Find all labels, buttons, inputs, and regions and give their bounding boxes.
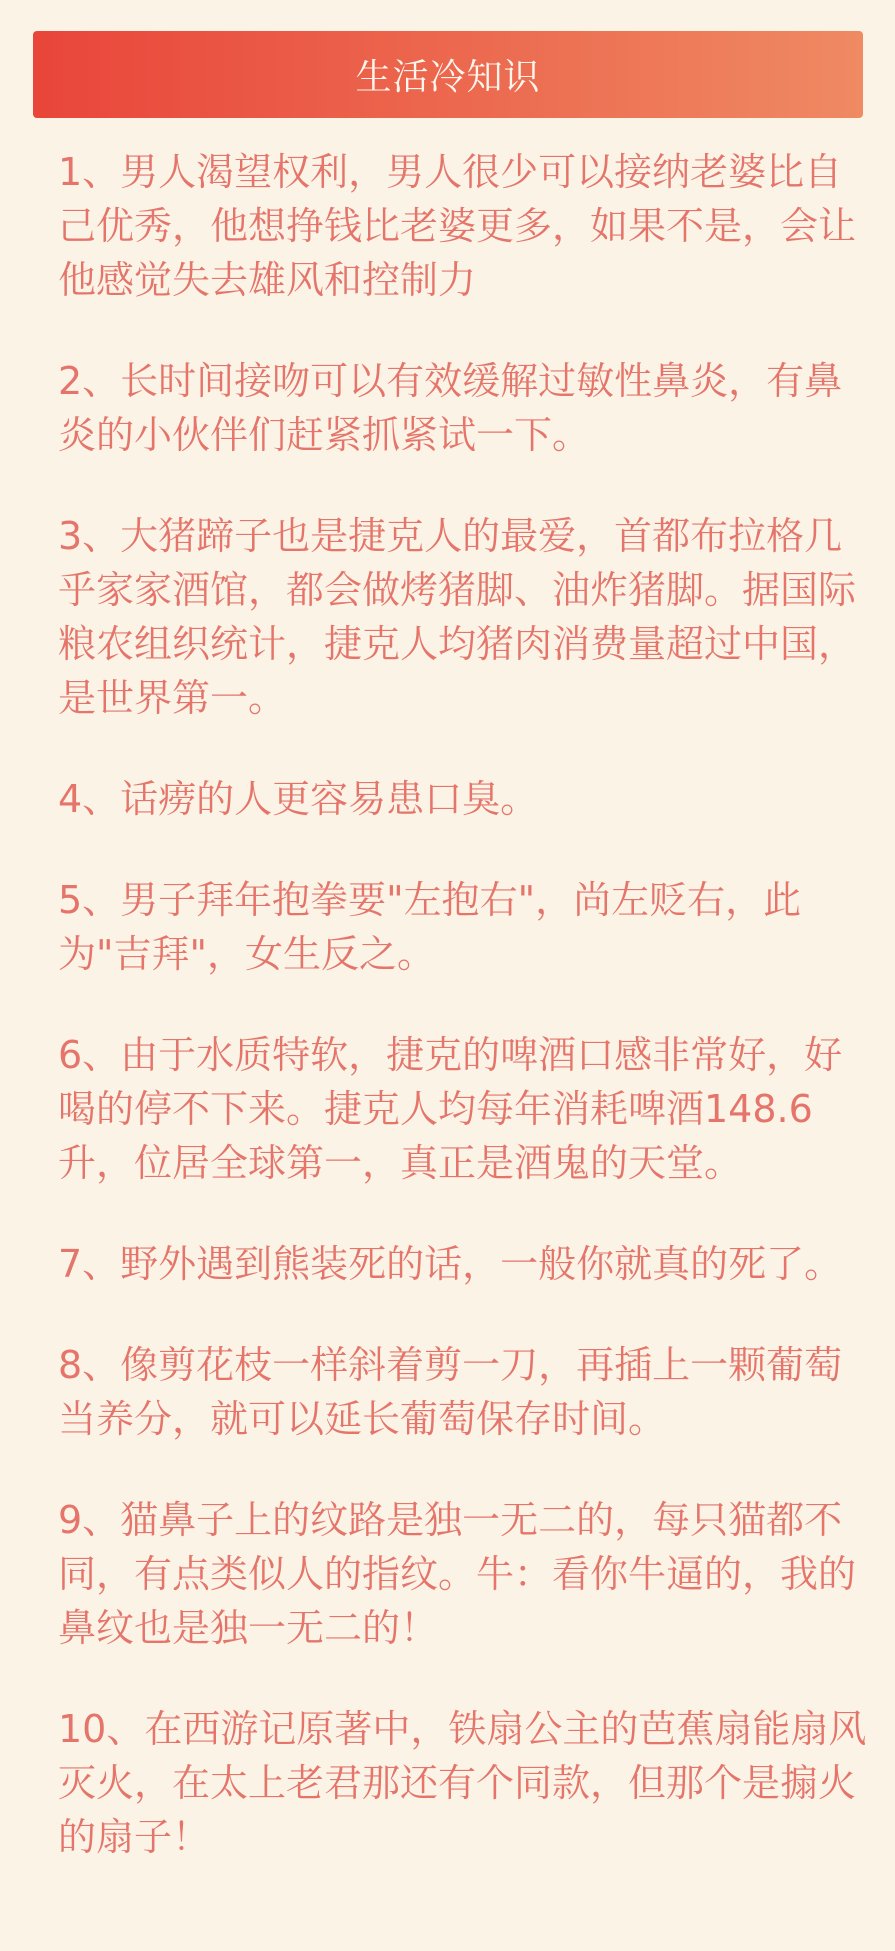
fact-item-7: 7、野外遇到熊装死的话，一般你就真的死了。 [58,1242,843,1286]
article [0,31,895,1864]
fact-item-1: 1、男人渴望权利，男人很少可以接纳老婆比自己优秀，他想挣钱比老婆更多，如果不是，会让他感觉失去雄风和控制力 [58,150,857,302]
fact-item-4: 4、话痨的人更容易患口臭。 [58,777,539,821]
title-banner [33,31,863,118]
fact-item-5: 5、男子拜年抱拳要"左抱右"，尚左贬右，此为"吉拜"，女生反之。 [58,878,802,976]
page-title: 生活冷知识 [355,57,541,98]
fact-item-10: 10、在西游记原著中，铁扇公主的芭蕉扇能扇风灭火，在太上老君那还有个同款，但那个是搧火的扇子！ [58,1707,867,1859]
fact-item-6: 6、由于水质特软，捷克的啤酒口感非常好，好喝的停不下来。捷克人均每年消耗啤酒148.6升，位居全球第一，真正是酒鬼的天堂。 [58,1033,843,1185]
fact-list [0,118,895,1864]
fact-item-8: 8、像剪花枝一样斜着剪一刀，再插上一颗葡萄当养分，就可以延长葡萄保存时间。 [58,1343,843,1441]
fact-item-9: 9、猫鼻子上的纹路是独一无二的，每只猫都不同，有点类似人的指纹。牛：看你牛逼的，我的鼻纹也是独一无二的！ [58,1498,857,1650]
fact-item-2: 2、长时间接吻可以有效缓解过敏性鼻炎，有鼻炎的小伙伴们赶紧抓紧试一下。 [58,359,843,457]
fact-item-3: 3、大猪蹄子也是捷克人的最爱，首都布拉格几乎家家酒馆，都会做烤猪脚、油炸猪脚。据国际粮农组织统计，捷克人均猪肉消费量超过中国，是世界第一。 [58,514,857,720]
